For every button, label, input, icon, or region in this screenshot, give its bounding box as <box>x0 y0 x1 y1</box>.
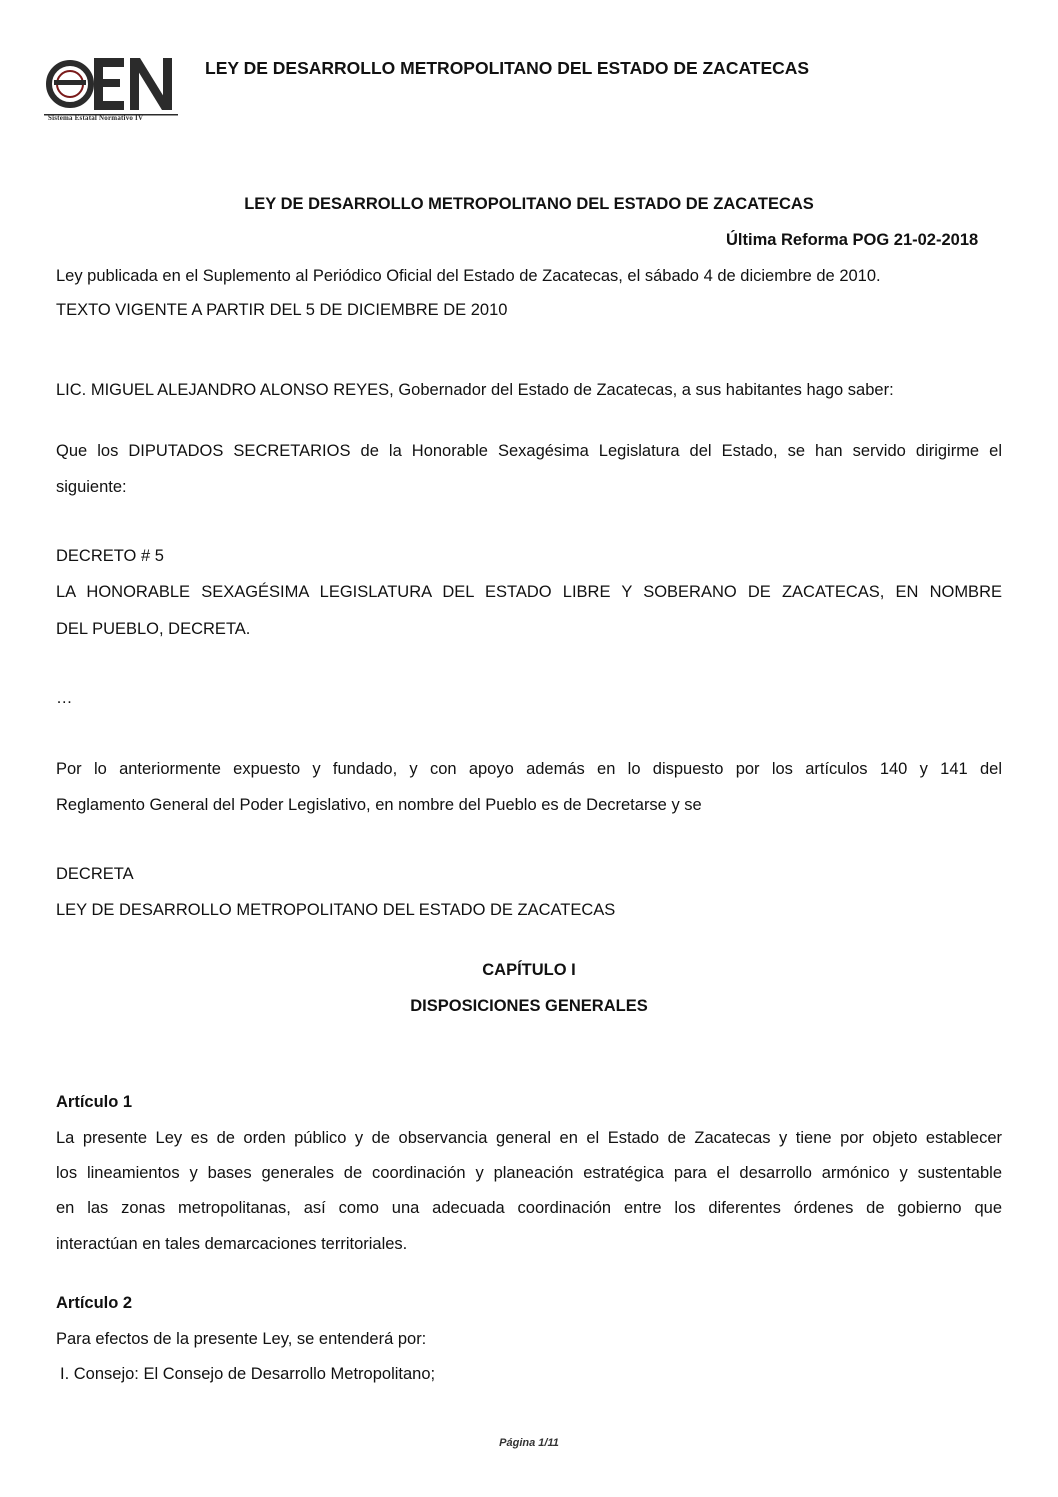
last-reform: Última Reforma POG 21-02-2018 <box>726 231 979 249</box>
logo-subtitle: Sistema Estatal Normativo IV <box>48 114 144 122</box>
law-name: LEY DE DESARROLLO METROPOLITANO DEL ESTADO DE ZACATECAS <box>56 901 616 919</box>
article-1-line: en las zonas metropolitanas, así como una adecuada coordinación entre los diferentes órdenes de gobierno que <box>56 1199 1002 1217</box>
in-force-note: TEXTO VIGENTE A PARTIR DEL 5 DE DICIEMBRE DE 2010 <box>56 301 508 319</box>
document-title: LEY DE DESARROLLO METROPOLITANO DEL ESTADO DE ZACATECAS <box>244 195 814 213</box>
article-1-line: los lineamientos y bases generales de coordinación y planeación estratégica para el desarrollo armónico y sustentable <box>56 1164 1002 1182</box>
legislature-line: LA HONORABLE SEXAGÉSIMA LEGISLATURA DEL ESTADO LIBRE Y SOBERANO DE ZACATECAS, EN NOMBRE <box>56 583 1002 601</box>
governor-paragraph: LIC. MIGUEL ALEJANDRO ALONSO REYES, Gobernador del Estado de Zacatecas, a sus habitantes hago saber: <box>56 381 894 399</box>
decree-number: DECRETO # 5 <box>56 547 164 565</box>
chapter-heading: CAPÍTULO I <box>482 961 576 979</box>
article-1-heading: Artículo 1 <box>56 1093 133 1111</box>
decreta-label: DECRETA <box>56 865 134 883</box>
running-header-title: LEY DE DESARROLLO METROPOLITANO DEL ESTADO DE ZACATECAS <box>205 58 810 78</box>
legislature-line: DEL PUEBLO, DECRETA. <box>56 620 251 638</box>
exposed-paragraph-line: Por lo anteriormente expuesto y fundado, y con apoyo además en lo dispuesto por los artículos 140 y 141 del <box>56 760 1002 778</box>
article-2-intro: Para efectos de la presente Ley, se entenderá por: <box>56 1330 427 1348</box>
article-1-line: interactúan en tales demarcaciones territoriales. <box>56 1235 408 1253</box>
deputies-paragraph-line: siguiente: <box>56 478 127 496</box>
chapter-title: DISPOSICIONES GENERALES <box>410 997 648 1015</box>
article-2-heading: Artículo 2 <box>56 1294 133 1312</box>
article-2-item: I. Consejo: El Consejo de Desarrollo Metropolitano; <box>60 1365 436 1383</box>
deputies-paragraph-line: Que los DIPUTADOS SECRETARIOS de la Honorable Sexagésima Legislatura del Estado, se han servido dirigirme el <box>56 442 1002 460</box>
omission-ellipsis: … <box>56 689 73 707</box>
publication-note: Ley publicada en el Suplemento al Periódico Oficial del Estado de Zacatecas, el sábado 4 de diciembre de 2010. <box>56 267 881 285</box>
page-number: Página 1/11 <box>499 1437 559 1449</box>
exposed-paragraph-line: Reglamento General del Poder Legislativo, en nombre del Pueblo es de Decretarse y se <box>56 796 702 814</box>
logo <box>40 50 180 128</box>
article-1-line: La presente Ley es de orden público y de observancia general en el Estado de Zacatecas y tiene por objeto establecer <box>56 1129 1002 1147</box>
